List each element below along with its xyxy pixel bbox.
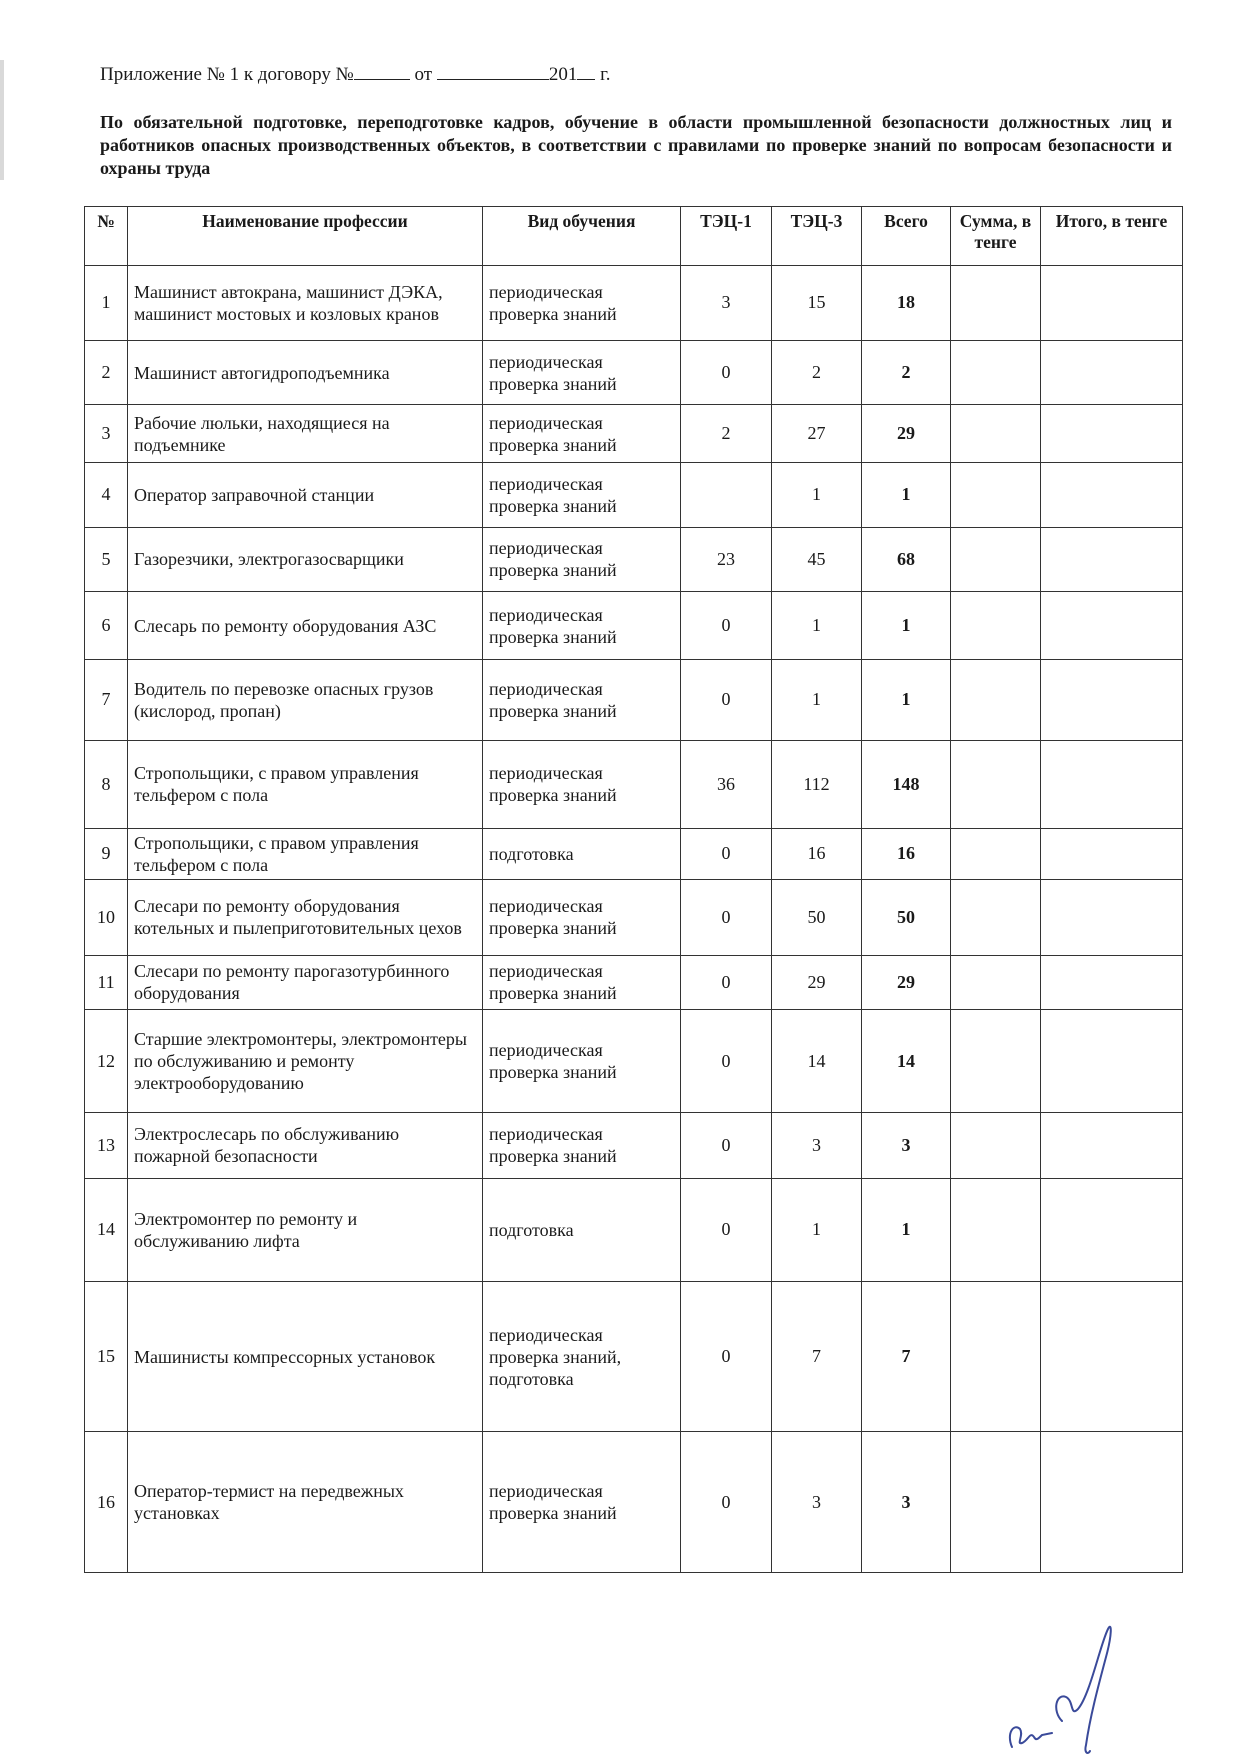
profession-name: Водитель по перевозке опасных грузов (кислород, пропан) <box>128 660 483 740</box>
training-table <box>84 206 1183 1573</box>
training-type: периодическая проверка знаний <box>483 1432 681 1573</box>
tec3-count: 2 <box>772 340 862 405</box>
tec3-count: 45 <box>772 527 862 592</box>
training-type: периодическая проверка знаний <box>483 740 681 828</box>
table-row <box>85 592 1183 660</box>
year-blank <box>577 65 595 80</box>
sum-cell <box>951 463 1041 528</box>
row-number: 12 <box>85 1010 128 1113</box>
sum-cell <box>951 1178 1041 1281</box>
sum-cell <box>951 527 1041 592</box>
tec1-count: 2 <box>681 405 772 463</box>
itogo-cell <box>1041 1432 1183 1573</box>
tec1-count: 0 <box>681 1010 772 1113</box>
sum-cell <box>951 1010 1041 1113</box>
training-type: периодическая проверка знаний <box>483 955 681 1009</box>
itogo-cell <box>1041 879 1183 955</box>
tec1-count: 0 <box>681 340 772 405</box>
table-row <box>85 828 1183 879</box>
table-row <box>85 1010 1183 1113</box>
row-number: 6 <box>85 592 128 660</box>
row-number: 7 <box>85 660 128 740</box>
tec1-count: 0 <box>681 1281 772 1432</box>
itogo-cell <box>1041 1281 1183 1432</box>
sum-cell <box>951 266 1041 341</box>
profession-name: Старшие электромонтеры, электромонтеры по обслуживанию и ремонту электрооборудованию <box>128 1010 483 1113</box>
tec3-count: 16 <box>772 828 862 879</box>
sum-cell <box>951 660 1041 740</box>
tec3-count: 29 <box>772 955 862 1009</box>
row-number: 13 <box>85 1113 128 1179</box>
total-count: 16 <box>862 828 951 879</box>
itogo-cell <box>1041 592 1183 660</box>
header-year: 201 <box>548 64 578 85</box>
itogo-cell <box>1041 463 1183 528</box>
profession-name: Электромонтер по ремонту и обслуживанию лифта <box>128 1178 483 1281</box>
table-header-row <box>85 207 1183 266</box>
training-type: подготовка <box>483 1178 681 1281</box>
row-number: 4 <box>85 463 128 528</box>
sum-cell <box>951 1113 1041 1179</box>
total-count: 3 <box>862 1432 951 1573</box>
table-row <box>85 340 1183 405</box>
col-tec1-header: ТЭЦ-1 <box>681 207 772 266</box>
profession-name: Машинист автогидроподъемника <box>128 340 483 405</box>
table-row <box>85 1113 1183 1179</box>
tec3-count: 7 <box>772 1281 862 1432</box>
tec1-count: 36 <box>681 740 772 828</box>
sum-cell <box>951 592 1041 660</box>
tec1-count: 3 <box>681 266 772 341</box>
itogo-cell <box>1041 740 1183 828</box>
sum-cell <box>951 1432 1041 1573</box>
itogo-cell <box>1041 340 1183 405</box>
row-number: 14 <box>85 1178 128 1281</box>
tec1-count <box>681 463 772 528</box>
tec3-count: 1 <box>772 1178 862 1281</box>
training-type: периодическая проверка знаний <box>483 463 681 528</box>
tec1-count: 0 <box>681 660 772 740</box>
total-count: 1 <box>862 1178 951 1281</box>
table-row <box>85 740 1183 828</box>
table-row <box>85 1432 1183 1573</box>
document-title: По обязательной подготовке, переподготовке кадров, обучение в области промышленной безопасности должностных лиц и работников опасных производственных объектов, в соответствии с правилами по проверке знаний по вопросам безопасности и охраны труда <box>100 112 1172 178</box>
col-sum-header: Сумма, в тенге <box>951 207 1041 266</box>
sum-cell <box>951 879 1041 955</box>
itogo-cell <box>1041 828 1183 879</box>
table-row <box>85 660 1183 740</box>
tec3-count: 14 <box>772 1010 862 1113</box>
tec1-count: 0 <box>681 879 772 955</box>
training-type: периодическая проверка знаний, подготовка <box>483 1281 681 1432</box>
header-prefix: Приложение № 1 к договору № <box>100 64 354 85</box>
training-type: периодическая проверка знаний <box>483 340 681 405</box>
tec1-count: 0 <box>681 1432 772 1573</box>
col-total-header: Всего <box>862 207 951 266</box>
itogo-cell <box>1041 1010 1183 1113</box>
table-row <box>85 955 1183 1009</box>
itogo-cell <box>1041 660 1183 740</box>
total-count: 29 <box>862 955 951 1009</box>
table-row <box>85 1281 1183 1432</box>
training-type: периодическая проверка знаний <box>483 266 681 341</box>
profession-name: Машинист автокрана, машинист ДЭКА, машинист мостовых и козловых кранов <box>128 266 483 341</box>
training-type: периодическая проверка знаний <box>483 660 681 740</box>
profession-name: Слесари по ремонту оборудования котельных и пылеприготовительных цехов <box>128 879 483 955</box>
sum-cell <box>951 405 1041 463</box>
total-count: 14 <box>862 1010 951 1113</box>
row-number: 15 <box>85 1281 128 1432</box>
sum-cell <box>951 955 1041 1009</box>
header-suffix: г. <box>600 64 611 85</box>
appendix-header <box>100 64 611 86</box>
tec3-count: 50 <box>772 879 862 955</box>
sum-cell <box>951 340 1041 405</box>
profession-name: Стропольщики, с правом управления тельфером с пола <box>128 740 483 828</box>
profession-name: Оператор заправочной станции <box>128 463 483 528</box>
col-profession-header: Наименование профессии <box>128 207 483 266</box>
row-number: 1 <box>85 266 128 341</box>
table-row <box>85 405 1183 463</box>
tec1-count: 0 <box>681 1178 772 1281</box>
row-number: 10 <box>85 879 128 955</box>
training-type: периодическая проверка знаний <box>483 405 681 463</box>
tec3-count: 1 <box>772 592 862 660</box>
tec1-count: 23 <box>681 527 772 592</box>
profession-name: Рабочие люльки, находящиеся на подъемнике <box>128 405 483 463</box>
table-row <box>85 463 1183 528</box>
tec1-count: 0 <box>681 1113 772 1179</box>
tec3-count: 15 <box>772 266 862 341</box>
tec3-count: 1 <box>772 660 862 740</box>
profession-name: Газорезчики, электрогазосварщики <box>128 527 483 592</box>
row-number: 3 <box>85 405 128 463</box>
profession-name: Слесари по ремонту парогазотурбинного оборудования <box>128 955 483 1009</box>
table-row <box>85 1178 1183 1281</box>
row-number: 16 <box>85 1432 128 1573</box>
total-count: 3 <box>862 1113 951 1179</box>
date-blank <box>437 65 549 80</box>
itogo-cell <box>1041 266 1183 341</box>
profession-name: Оператор-термист на передвежных установках <box>128 1432 483 1573</box>
col-itogo-header: Итого, в тенге <box>1041 207 1183 266</box>
itogo-cell <box>1041 955 1183 1009</box>
training-type: подготовка <box>483 828 681 879</box>
total-count: 68 <box>862 527 951 592</box>
total-count: 2 <box>862 340 951 405</box>
row-number: 8 <box>85 740 128 828</box>
tec3-count: 27 <box>772 405 862 463</box>
profession-name: Машинисты компрессорных установок <box>128 1281 483 1432</box>
header-from: от <box>414 64 433 85</box>
training-type: периодическая проверка знаний <box>483 592 681 660</box>
itogo-cell <box>1041 1113 1183 1179</box>
col-number-header: № <box>85 207 128 266</box>
itogo-cell <box>1041 527 1183 592</box>
tec1-count: 0 <box>681 592 772 660</box>
row-number: 9 <box>85 828 128 879</box>
table-row <box>85 266 1183 341</box>
tec3-count: 1 <box>772 463 862 528</box>
scan-edge-mark <box>0 60 4 180</box>
itogo-cell <box>1041 1178 1183 1281</box>
profession-name: Электрослесарь по обслуживанию пожарной безопасности <box>128 1113 483 1179</box>
training-type: периодическая проверка знаний <box>483 879 681 955</box>
row-number: 11 <box>85 955 128 1009</box>
total-count: 1 <box>862 660 951 740</box>
tec1-count: 0 <box>681 955 772 1009</box>
total-count: 1 <box>862 592 951 660</box>
table-row <box>85 527 1183 592</box>
col-tec3-header: ТЭЦ-3 <box>772 207 862 266</box>
sum-cell <box>951 828 1041 879</box>
itogo-cell <box>1041 405 1183 463</box>
tec3-count: 3 <box>772 1432 862 1573</box>
tec3-count: 112 <box>772 740 862 828</box>
tec1-count: 0 <box>681 828 772 879</box>
row-number: 2 <box>85 340 128 405</box>
tec3-count: 3 <box>772 1113 862 1179</box>
total-count: 29 <box>862 405 951 463</box>
total-count: 7 <box>862 1281 951 1432</box>
col-training-type-header: Вид обучения <box>483 207 681 266</box>
total-count: 148 <box>862 740 951 828</box>
training-type: периодическая проверка знаний <box>483 1113 681 1179</box>
profession-name: Стропольщики, с правом управления тельфером с пола <box>128 828 483 879</box>
total-count: 18 <box>862 266 951 341</box>
total-count: 1 <box>862 463 951 528</box>
profession-name: Слесарь по ремонту оборудования АЗС <box>128 592 483 660</box>
sum-cell <box>951 1281 1041 1432</box>
total-count: 50 <box>862 879 951 955</box>
table-row <box>85 879 1183 955</box>
training-type: периодическая проверка знаний <box>483 527 681 592</box>
training-type: периодическая проверка знаний <box>483 1010 681 1113</box>
row-number: 5 <box>85 527 128 592</box>
signature <box>1000 1605 1130 1755</box>
contract-number-blank <box>354 65 410 80</box>
sum-cell <box>951 740 1041 828</box>
